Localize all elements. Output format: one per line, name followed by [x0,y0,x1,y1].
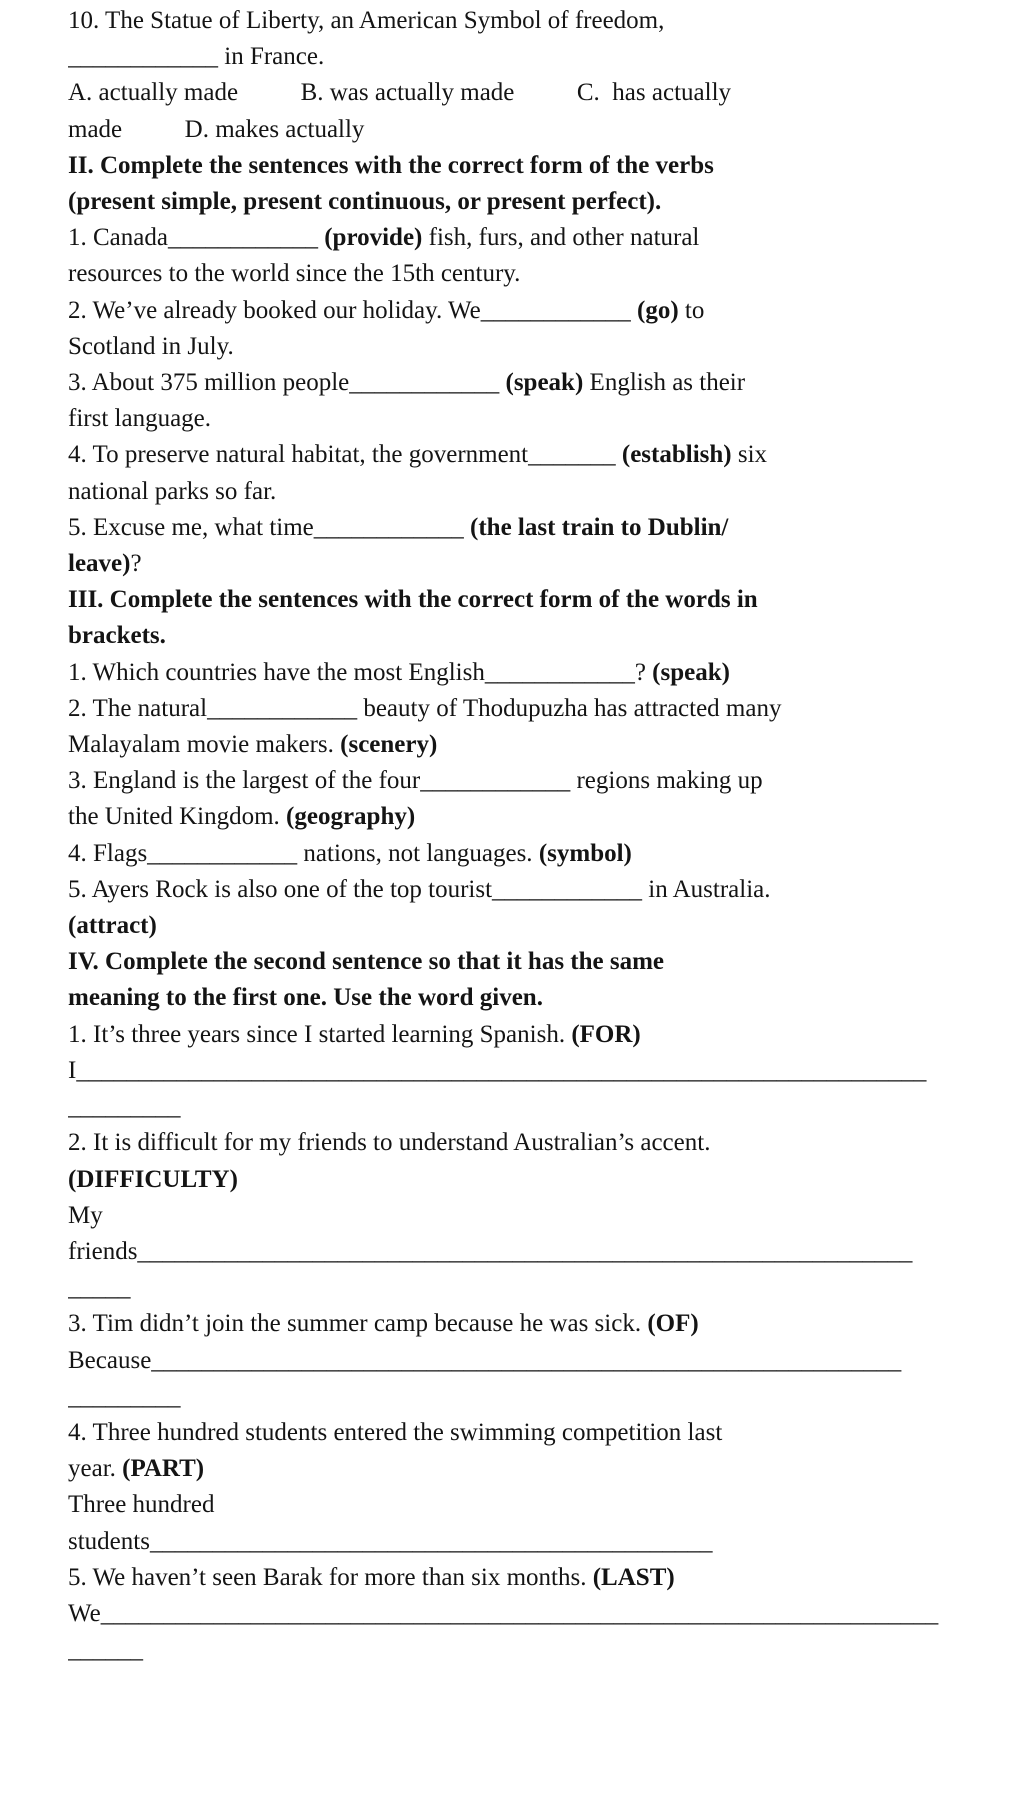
text-line [68,39,948,75]
text-segment: friends______________________________________________________________ [68,1237,913,1265]
bold-text-segment: brackets. [68,622,166,650]
text-segment: _____ [68,1274,131,1302]
text-segment: 5. Excuse me, what time____________ [68,513,471,541]
text-line [68,1632,948,1668]
text-line [68,1017,948,1053]
text-segment: 1. Canada____________ [68,224,325,252]
text-segment: 2. We’ve already booked our holiday. We____________ [68,296,637,324]
text-segment: made D. makes actually [68,115,365,143]
text-segment: to [678,296,705,324]
text-segment: Scotland in July. [68,332,234,360]
text-segment: students_____________________________________________ [68,1527,713,1555]
text-line [68,437,948,473]
text-segment: 3. England is the largest of the four____________ regions making up [68,767,763,795]
text-line [68,872,948,908]
text-line [68,1560,948,1596]
bold-text-segment: (present simple, present continuous, or present perfect). [68,188,662,216]
text-segment: ______ [68,1636,143,1664]
text-segment: ____________ in France. [68,43,325,71]
text-line [68,1524,948,1560]
text-line [68,1234,948,1270]
text-line [68,1125,948,1161]
text-segment: first language. [68,405,212,433]
text-segment: 4. Three hundred students entered the swimming competition last [68,1418,723,1446]
bold-text-segment: III. Complete the sentences with the correct form of the words in [68,586,758,614]
text-segment: 3. About 375 million people____________ [68,369,506,397]
text-line [68,1306,948,1342]
text-segment: six [731,441,768,469]
text-line [68,184,948,220]
bold-text-segment: (LAST) [592,1563,675,1591]
text-segment: 5. We haven’t seen Barak for more than six months. [68,1563,593,1591]
text-segment: 10. The Statue of Liberty, an American Symbol of freedom, [68,7,665,34]
text-segment: _________ [68,1093,181,1121]
text-line [68,1451,948,1487]
bold-text-segment: (OF) [647,1310,699,1338]
text-line [68,618,948,654]
text-segment: year. [68,1455,123,1483]
bold-text-segment: (go) [637,296,679,324]
bold-text-segment: leave) [68,550,131,578]
text-segment: My [68,1201,103,1229]
text-line [68,582,948,618]
bold-text-segment: (DIFFICULTY) [68,1165,238,1193]
text-line [68,727,948,763]
text-line [68,401,948,437]
text-segment: resources to the world since the 15th century. [68,260,521,288]
bold-text-segment: II. Complete the sentences with the correct form of the verbs [68,151,714,179]
text-segment: 5. Ayers Rock is also one of the top tourist____________ in Australia. [68,875,771,903]
text-line [68,148,948,184]
text-line [68,1379,948,1415]
text-line [68,836,948,872]
text-segment: 2. The natural____________ beauty of Thodupuzha has attracted many [68,694,782,722]
text-line [68,1089,948,1125]
text-segment: A. actually made B. was actually made C. has actually [68,79,732,107]
text-line [68,293,948,329]
bold-text-segment: (PART) [122,1455,205,1483]
text-segment: 3. Tim didn’t join the summer camp because he was sick. [68,1310,648,1338]
text-segment: _________ [68,1382,181,1410]
bold-text-segment: (establish) [621,441,732,469]
text-segment: ? [130,550,142,578]
text-line [68,510,948,546]
text-line [68,1053,948,1089]
text-line [68,112,948,148]
text-line [68,220,948,256]
text-segment: 4. To preserve natural habitat, the government_______ [68,441,622,469]
text-line [68,799,948,835]
text-line [68,3,948,39]
text-line [68,1198,948,1234]
text-segment: Three hundred [68,1491,215,1519]
text-line [68,329,948,365]
bold-text-segment: meaning to the first one. Use the word given. [68,984,543,1012]
text-line [68,908,948,944]
bold-text-segment: (speak) [505,369,584,397]
text-segment: Because____________________________________________________________ [68,1346,902,1374]
text-line [68,1343,948,1379]
text-segment: 4. Flags____________ nations, not languages. [68,839,539,867]
text-line [68,546,948,582]
text-line [68,1270,948,1306]
bold-text-segment: IV. Complete the second sentence so that it has the same [68,948,665,976]
text-line [68,655,948,691]
bold-text-segment: (symbol) [538,839,632,867]
text-line [68,980,948,1016]
text-segment: 1. It’s three years since I started learning Spanish. [68,1020,572,1048]
bold-text-segment: (the last train to Dublin/ [470,513,729,541]
text-line [68,256,948,292]
text-line [68,763,948,799]
text-segment: national parks so far. [68,477,277,505]
text-line [68,691,948,727]
bold-text-segment: (speak) [652,658,730,686]
text-line [68,1415,948,1451]
text-segment: the United Kingdom. [68,803,287,831]
text-line [68,1162,948,1198]
text-line [68,944,948,980]
text-line [68,474,948,510]
bold-text-segment: (attract) [68,912,157,940]
text-segment: 1. Which countries have the most English____________? [68,658,653,686]
text-segment: 2. It is difficult for my friends to understand Australian’s accent. [68,1129,711,1157]
text-line [68,1487,948,1523]
text-segment: We___________________________________________________________________ [68,1599,939,1627]
text-segment: Malayalam movie makers. [68,731,341,759]
text-segment: English as their [583,369,746,397]
bold-text-segment: (provide) [324,224,423,252]
text-segment: I____________________________________________________________________ [68,1056,927,1084]
bold-text-segment: (geography) [286,803,416,831]
text-line [68,365,948,401]
bold-text-segment: (scenery) [340,731,438,759]
bold-text-segment: (FOR) [571,1020,641,1048]
text-segment: fish, furs, and other natural [422,224,700,252]
text-line [68,75,948,111]
text-line [68,1596,948,1632]
